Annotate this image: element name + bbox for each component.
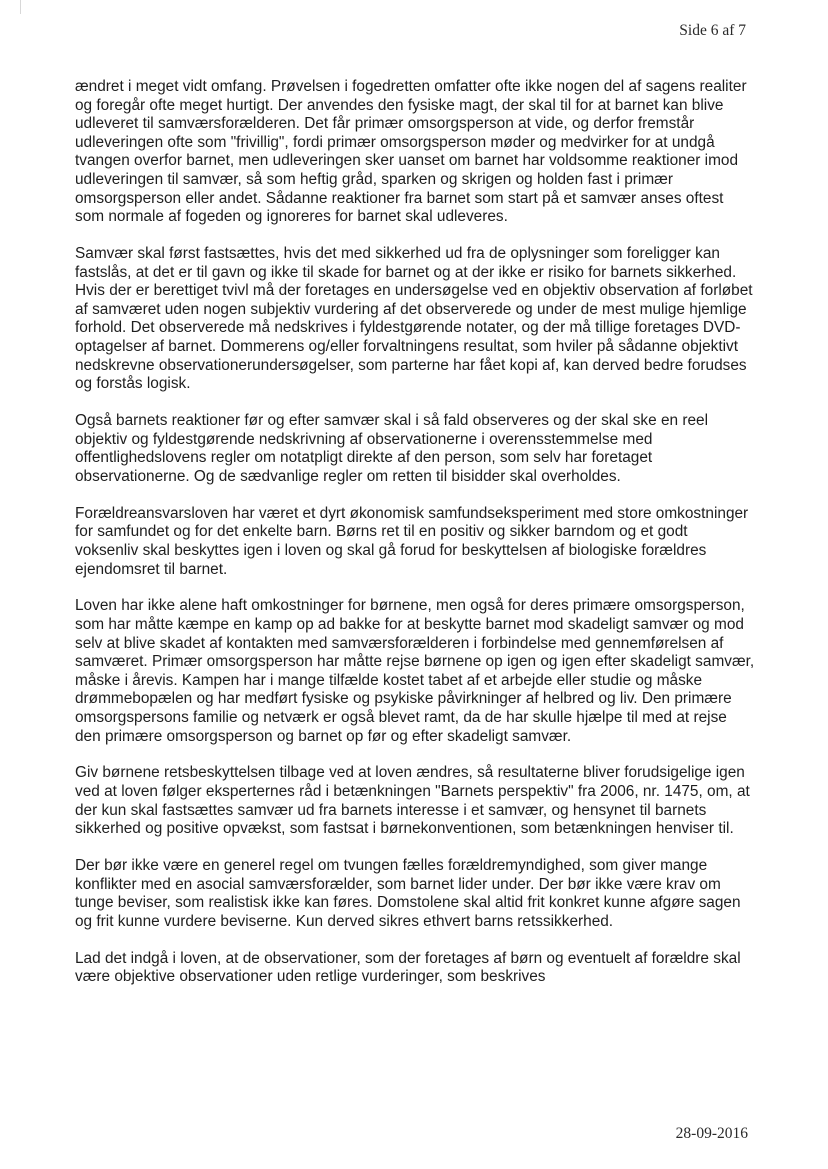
footer-date: 28-09-2016	[675, 1125, 748, 1142]
paragraph: Samvær skal først fastsættes, hvis det med sikkerhed ud fra de oplysninger som foreligger kan fastslås, at det er til gavn og ikke til skade for barnet og at der ikke er risiko for barnets sikkerhed. Hvis der er berettiget tvivl må der foretages en undersøgelse ved en objektiv observation af forløbet af samværet uden nogen subjektiv vurdering af det observerede og under de mest mulige hjemlige forhold. Det observerede må nedskrives i fyldestgørende notater, og der må tillige foretages DVD-optagelser af barnet. Dommerens og/eller forvaltningens resultat, som hviler på sådanne objektivt nedskrevne observationerundersøgelser, som parterne har fået kopi af, kan derved bedre forudses og forstås logisk.	[75, 245, 753, 393]
document-body	[75, 78, 755, 1005]
paragraph: Loven har ikke alene haft omkostninger for børnene, men også for deres primære omsorgsperson, som har måtte kæmpe en kamp op ad bakke for at beskytte barnet mod skadeligt samvær og mod selv at blive skadet af kontakten med samværsforælderen i forbindelse med gennemførelsen af samværet. Primær omsorgsperson har måtte rejse børnene op igen og igen efter skadeligt samvær, måske i årevis. Kampen har i mange tilfælde kostet tabet af et arbejde eller studie og måske drømmebopælen og har medført fysiske og psykiske påvirkninger af helbred og liv. Den primære omsorgspersons familie og netværk er også blevet ramt, da de har skulle hjælpe til med at rejse den primære omsorgsperson og barnet op før og efter skadeligt samvær.	[75, 597, 755, 745]
paragraph: Også barnets reaktioner før og efter samvær skal i så fald observeres og der skal ske en reel objektiv og fyldestgørende nedskrivning af observationerne i overensstemmelse med offentlighedslovens regler om notatpligt direkte af den person, som selv har foretaget observationerne. Og de sædvanlige regler om retten til bisidder skal overholdes.	[75, 412, 709, 485]
scan-edge-mark	[20, 0, 21, 14]
paragraph: Giv børnene retsbeskyttelsen tilbage ved at loven ændres, så resultaterne bliver forudsigelige igen ved at loven følger eksperternes råd i betænkningen "Barnets perspektiv" fra 2006, nr. 1475, om, at der kun skal fastsættes samvær ud fra barnets interesse i et samvær, og hensynet til barnets sikkerhed og positive opvækst, som fastsat i børnekonventionen, som betænkningen henviser til.	[75, 764, 750, 838]
page-number: Side 6 af 7	[679, 22, 746, 39]
paragraph: Der bør ikke være en generel regel om tvungen fælles forældremyndighed, som giver mange konflikter med en asocial samværsforælder, som barnet lider under. Der bør ikke være krav om tunge beviser, som realistisk ikke kan føres. Domstolene skal altid frit konkret kunne afgøre sagen og frit kunne vurdere beviserne. Kun derved sikres ethvert barns retssikkerhed.	[75, 857, 741, 930]
paragraph: Lad det indgå i loven, at de observationer, som der foretages af børn og eventuelt af forældre skal være objektive observationer uden retlige vurderinger, som beskrives	[75, 949, 741, 986]
paragraph: Forældreansvarsloven har været et dyrt økonomisk samfundseksperiment med store omkostninger for samfundet og for det enkelte barn. Børns ret til en positiv og sikker barndom og et godt voksenliv skal beskyttes igen i loven og skal gå forud for beskyttelsen af biologiske forældres ejendomsret til barnet.	[75, 504, 749, 578]
paragraph: ændret i meget vidt omfang. Prøvelsen i fogedretten omfatter ofte ikke nogen del af sagens realiter og foregår ofte meget hurtigt. Der anvendes den fysiske magt, der skal til for at barnet kan blive udleveret til samværsforælderen. Det får primær omsorgsperson at vide, og derfor fremstår udleveringen ofte som "frivillig", fordi primær omsorgsperson møder og medvirker for at undgå tvangen overfor barnet, men udleveringen sker uanset om barnet har voldsomme reaktioner imod udleveringen til samvær, så som heftig gråd, sparken og skrigen og holden fast i primær omsorgsperson eller andet. Sådanne reaktioner fra barnet som start på et samvær anses oftest som normale af fogeden og ignoreres for barnet skal udleveres.	[75, 78, 747, 226]
